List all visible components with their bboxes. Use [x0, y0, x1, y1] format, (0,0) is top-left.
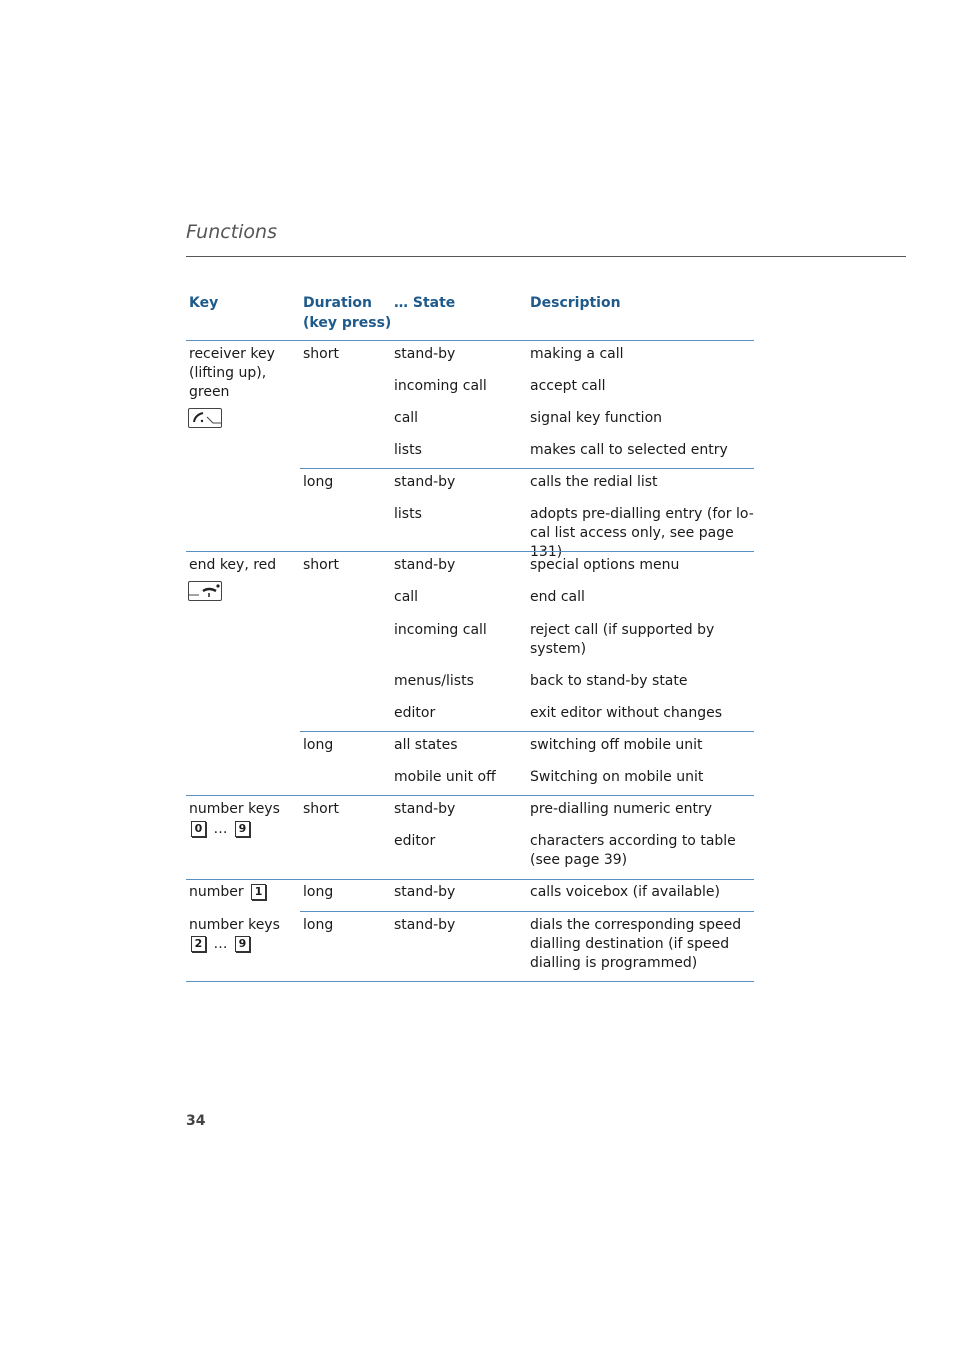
description: characters according to table — [530, 833, 736, 849]
header-key: Key — [189, 295, 219, 311]
header-duration-1: Duration — [303, 295, 373, 311]
key-label-line: receiver key — [189, 346, 275, 362]
group-rule — [186, 795, 754, 796]
section-title: Functions — [186, 221, 277, 243]
sub-rule — [300, 468, 754, 469]
header-rule — [186, 340, 754, 341]
header-state: … State — [394, 295, 456, 311]
state: editor — [394, 705, 436, 721]
description: makes call to selected entry — [530, 442, 728, 458]
duration: short — [303, 557, 339, 573]
key-1-icon: 1 — [251, 884, 266, 900]
description: calls the redial list — [530, 474, 658, 490]
state: stand-by — [394, 801, 456, 817]
description: adopts pre-dialling entry (for lo- — [530, 506, 754, 522]
description: end call — [530, 589, 585, 605]
state: stand-by — [394, 474, 456, 490]
state: all states — [394, 737, 458, 753]
state: stand-by — [394, 917, 456, 933]
state: menus/lists — [394, 673, 474, 689]
duration: short — [303, 801, 339, 817]
duration: short — [303, 346, 339, 362]
duration: long — [303, 737, 334, 753]
description: switching off mobile unit — [530, 737, 703, 753]
header-duration-2: (key press) — [303, 315, 392, 331]
state: incoming call — [394, 378, 487, 394]
end-red-icon — [188, 581, 222, 601]
description: Switching on mobile unit — [530, 769, 704, 785]
title-rule — [186, 256, 906, 257]
state: editor — [394, 833, 436, 849]
state: stand-by — [394, 884, 456, 900]
key-9-icon: 9 — [235, 821, 250, 837]
group-rule — [186, 551, 754, 552]
receiver-green-icon — [188, 408, 222, 428]
description: pre-dialling numeric entry — [530, 801, 713, 817]
table-bottom-rule — [186, 981, 754, 982]
key-2-icon: 2 — [191, 936, 206, 952]
duration: long — [303, 884, 334, 900]
sub-rule — [300, 731, 754, 732]
ellipsis: … — [213, 821, 228, 837]
key-label: number — [189, 884, 244, 900]
description: exit editor without changes — [530, 705, 723, 721]
state: mobile unit off — [394, 769, 496, 785]
description: dialling destination (if speed — [530, 936, 730, 952]
sub-rule — [300, 911, 754, 912]
state: stand-by — [394, 346, 456, 362]
key-label-line: green — [189, 384, 230, 400]
key-range — [189, 935, 253, 954]
key-label-line: number keys — [189, 917, 280, 933]
description: accept call — [530, 378, 606, 394]
description: calls voicebox (if available) — [530, 884, 720, 900]
key-label-line: (lifting up), — [189, 365, 267, 381]
state: call — [394, 410, 419, 426]
state: stand-by — [394, 557, 456, 573]
page-number: 34 — [186, 1113, 206, 1129]
state: incoming call — [394, 622, 487, 638]
description: dials the corresponding speed — [530, 917, 742, 933]
description: special options menu — [530, 557, 680, 573]
state: lists — [394, 442, 422, 458]
group-rule — [186, 879, 754, 880]
duration: long — [303, 474, 334, 490]
description: cal list access only, see page 131) — [530, 525, 734, 560]
description: dialling is programmed) — [530, 955, 698, 971]
key-label-line: end key, red — [189, 557, 277, 573]
description: back to stand-by state — [530, 673, 688, 689]
description: (see page 39) — [530, 852, 628, 868]
description: reject call (if supported by — [530, 622, 715, 638]
header-description: Description — [530, 295, 621, 311]
description: signal key function — [530, 410, 663, 426]
key-0-icon: 0 — [191, 821, 206, 837]
key-label-line — [189, 883, 269, 902]
key-label-line: number keys — [189, 801, 280, 817]
state: lists — [394, 506, 422, 522]
key-range — [189, 820, 253, 839]
state: call — [394, 589, 419, 605]
duration: long — [303, 917, 334, 933]
description: making a call — [530, 346, 624, 362]
ellipsis: … — [213, 936, 228, 952]
key-9-icon: 9 — [235, 936, 250, 952]
description: system) — [530, 641, 587, 657]
